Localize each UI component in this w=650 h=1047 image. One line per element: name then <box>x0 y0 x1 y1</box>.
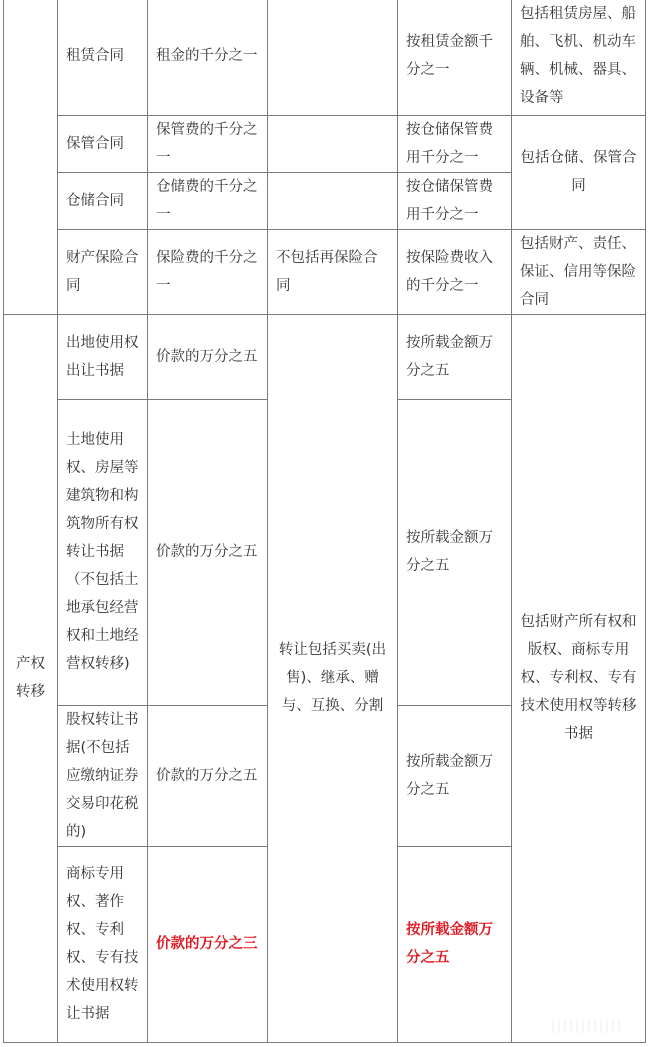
note-cell: 不包括再保险合同 <box>268 229 398 314</box>
note-cell: 转让包括买卖(出售)、继承、赠与、互换、分割 <box>268 314 398 1042</box>
doc-cell: 股权转让书据(不包括应缴纳证券交易印花税的) <box>58 705 148 846</box>
doc-cell: 出地使用权出让书据 <box>58 314 148 399</box>
rate-cell: 价款的万分之五 <box>148 314 268 399</box>
rate-cell: 价款的万分之五 <box>148 399 268 705</box>
rate-cell: 保险费的千分之一 <box>148 229 268 314</box>
doc-cell: 土地使用权、房屋等建筑物和构筑物所有权转让书据（不包括土地承包经营权和土地经营权转移) <box>58 399 148 705</box>
remark-cell: 包括租赁房屋、船舶、飞机、机动车辆、机械、器具、设备等 <box>512 0 646 115</box>
basis-cell: 按仓储保管费用千分之一 <box>398 172 512 229</box>
table-row <box>4 314 646 399</box>
rate-cell: 价款的万分之五 <box>148 705 268 846</box>
basis-cell: 按租赁金额千分之一 <box>398 0 512 115</box>
rate-cell: 保管费的千分之一 <box>148 115 268 172</box>
remark-cell: 包括仓储、保管合同 <box>512 115 646 229</box>
basis-cell: 按仓储保管费用千分之一 <box>398 115 512 172</box>
category-cell <box>4 0 58 314</box>
rate-cell: 仓储费的千分之一 <box>148 172 268 229</box>
table-row <box>4 0 646 115</box>
remark-cell: 包括财产所有权和版权、商标专用权、专利权、专有技术使用权等转移书据 <box>512 314 646 1042</box>
remark-cell: 包括财产、责任、保证、信用等保险合同 <box>512 229 646 314</box>
table-row <box>4 115 646 172</box>
doc-cell: 商标专用权、著作权、专利权、专有技术使用权转让书据 <box>58 846 148 1042</box>
watermark <box>552 1019 622 1033</box>
note-cell <box>268 115 398 172</box>
rate-cell-highlighted: 价款的万分之三 <box>148 846 268 1042</box>
basis-cell-highlighted: 按所载金额万分之五 <box>398 846 512 1042</box>
table-row <box>4 229 646 314</box>
doc-cell: 仓储合同 <box>58 172 148 229</box>
basis-cell: 按所载金额万分之五 <box>398 399 512 705</box>
category-cell: 产权转移 <box>4 314 58 1042</box>
basis-cell: 按保险费收入的千分之一 <box>398 229 512 314</box>
note-cell <box>268 172 398 229</box>
doc-cell: 租赁合同 <box>58 0 148 115</box>
stamp-tax-table <box>3 0 646 1043</box>
rate-cell: 租金的千分之一 <box>148 0 268 115</box>
doc-cell: 保管合同 <box>58 115 148 172</box>
doc-cell: 财产保险合同 <box>58 229 148 314</box>
note-cell <box>268 0 398 115</box>
basis-cell: 按所载金额万分之五 <box>398 705 512 846</box>
basis-cell: 按所载金额万分之五 <box>398 314 512 399</box>
